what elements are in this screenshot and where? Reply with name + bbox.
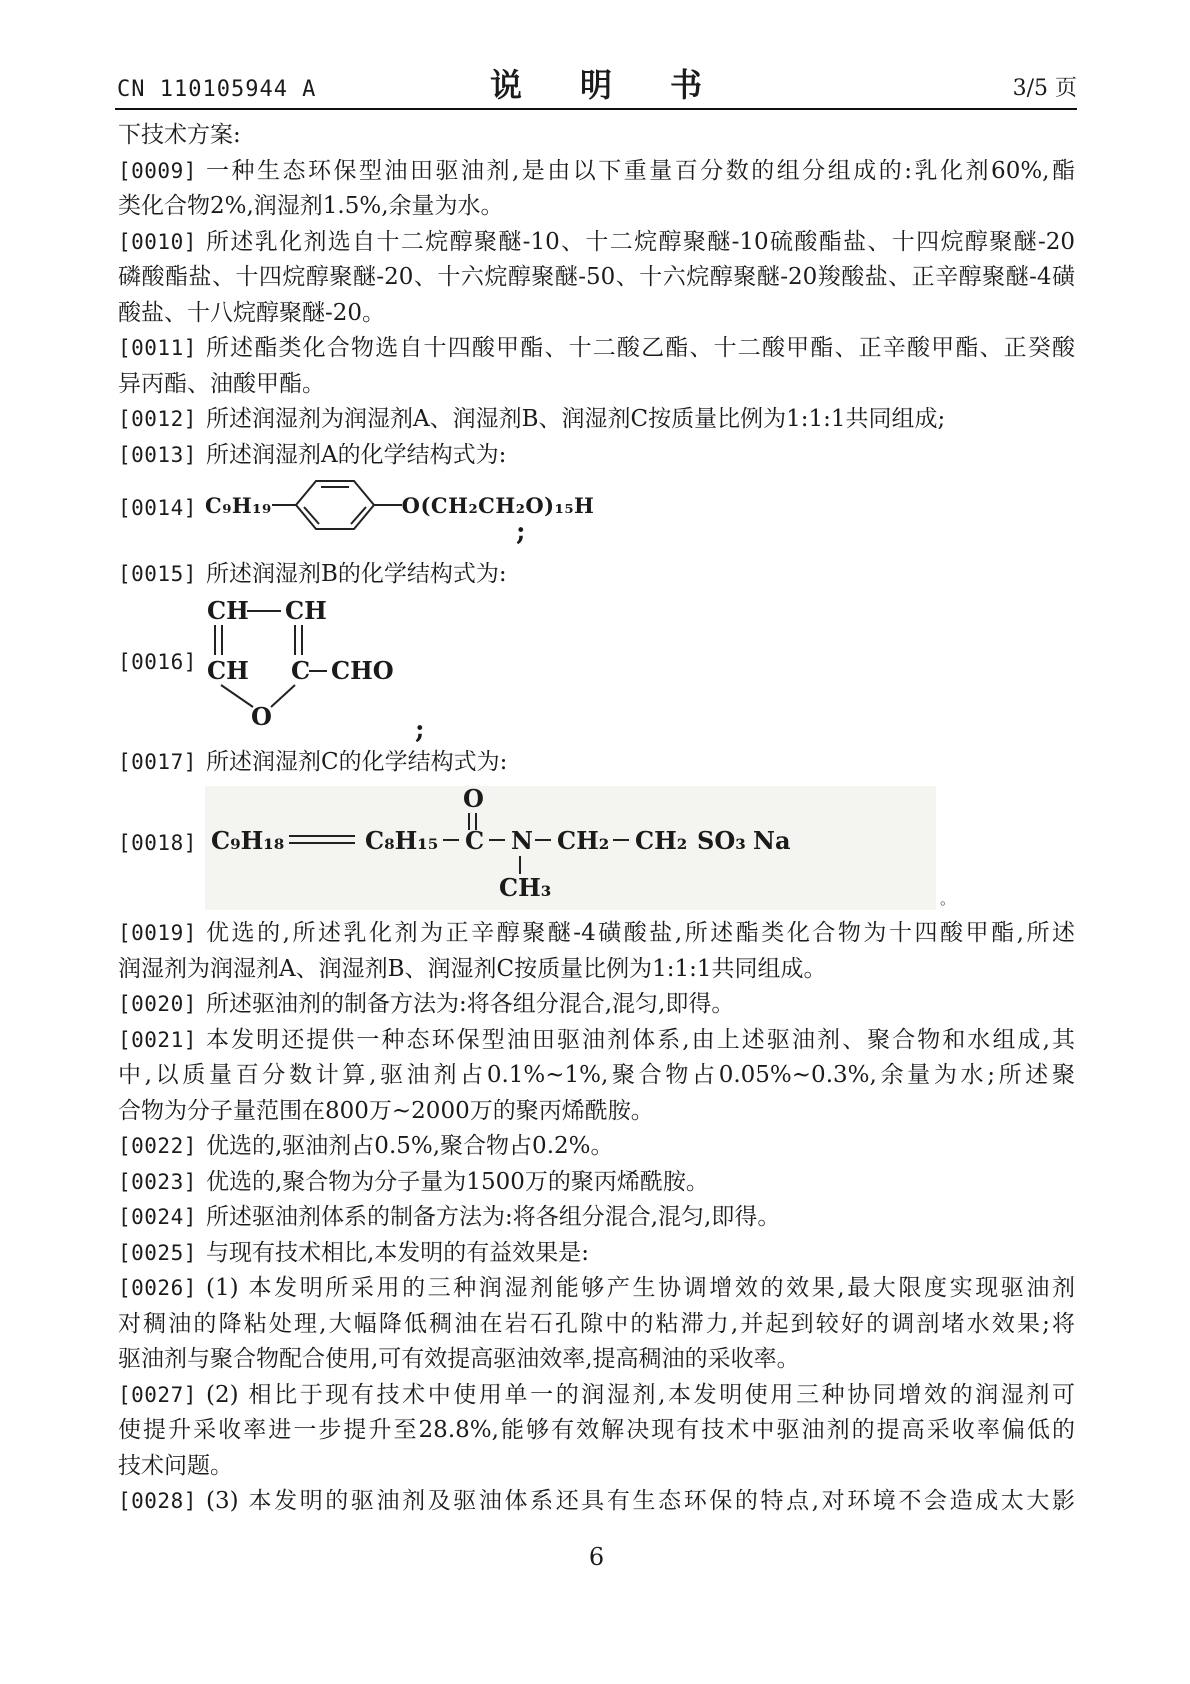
page-footer [118,1542,1075,1572]
paragraph-0021-line-1: [0021] 本发明还提供一种态环保型油田驱油剂体系,由上述驱油剂、聚合物和水组成,其 [118,1023,1075,1059]
paragraph-0009-line-1: [0009] 一种生态环保型油田驱油剂,是由以下重量百分数的组分组成的:乳化剂60%,酯 [118,154,1075,190]
paragraph-0027-line-2: 使提升采收率进一步提升至28.8%,能够有效解决现有技术中驱油剂的提高采收率偏低的 [118,1417,1075,1443]
atom-ch: CH [207,655,249,685]
paragraph-0023: [0023] 优选的,聚合物为分子量为1500万的聚丙烯酰胺。 [118,1165,1075,1201]
formula-c-terminator: 。 [940,890,956,908]
paragraph-0019-line-2: 润湿剂为润湿剂A、润湿剂B、润湿剂C按质量比例为1:1:1共同组成。 [118,955,827,982]
formula-a-terminator: ; [516,517,526,547]
atom-ch: CH [285,595,327,625]
sodium-atom: Na [753,826,791,855]
paragraph-0025: [0025] 与现有技术相比,本发明的有益效果是: [118,1236,1075,1272]
paragraph-0011-line-1: [0011] 所述酯类化合物选自十四酸甲酯、十二酸乙酯、十二酸甲酯、正辛酸甲酯、正癸酸 [118,331,1075,367]
atom-c: C [291,655,311,685]
paragraph-number: [0013] [118,442,197,467]
page-number: 6 [588,1542,605,1571]
atom-n: N [511,826,533,855]
paragraph-0019-line-1: [0019] 优选的,所述乳化剂为正辛醇聚醚-4磺酸盐,所述酯类化合物为十四酸甲酯,所述 [118,916,1075,952]
intro-line: 下技术方案: [118,122,241,148]
paragraph-0021-line-3: 合物为分子量范围在800万~2000万的聚丙烯酰胺。 [118,1097,654,1124]
polyoxyethylene-group-label: O(CH₂CH₂O)₁₅H [401,492,595,518]
paragraph-0013: [0013] 所述润湿剂A的化学结构式为: [118,438,1075,474]
paragraph-number: [0015] [118,562,197,586]
paragraph-number: [0025] [118,1240,197,1265]
paragraph-0027-line-1: [0027] (2) 相比于现有技术中使用单一的润湿剂,本发明使用三种协同增效的润湿剂可 [118,1378,1075,1414]
document-title: 说明书 [489,66,760,104]
atom-ch: CH [207,595,249,625]
methylene-group: CH₂ [635,826,688,855]
paragraph-0027-line-3: 技术问题。 [118,1452,233,1479]
paragraph-0015: [0015] 所述润湿剂B的化学结构式为: [118,557,1075,593]
aldehyde-group: CHO [331,655,394,685]
paragraph-0011-line-2: 异丙酯、油酸甲酯。 [118,370,325,397]
specification-body [118,118,1075,1572]
atom-o: O [251,701,272,731]
paragraph-number: [0016] [118,649,197,674]
atom-o: O [463,784,484,813]
paragraph-number: [0010] [118,229,197,254]
paragraph-0020: [0020] 所述驱油剂的制备方法为:将各组分混合,混匀,即得。 [118,987,1075,1023]
paragraph-0024: [0024] 所述驱油剂体系的制备方法为:将各组分混合,混匀,即得。 [118,1200,1075,1236]
paragraph-0010-line-1: [0010] 所述乳化剂选自十二烷醇聚醚-10、十二烷醇聚醚-10硫酸酯盐、十四烷醇聚醚-20 [118,225,1075,261]
paragraph-number: [0020] [118,992,197,1016]
paragraph-0028-line-1: [0028] (3) 本发明的驱油剂及驱油体系还具有生态环保的特点,对环境不会造成太大影 [118,1484,1075,1520]
paragraph-0017: [0017] 所述润湿剂C的化学结构式为: [118,745,1075,781]
paragraph-0010-line-2: 磷酸酯盐、十四烷醇聚醚-20、十六烷醇聚醚-50、十六烷醇聚醚-20羧酸盐、正辛醇聚醚-4磺 [118,264,1075,290]
paragraph-0026-line-3: 驱油剂与聚合物配合使用,可有效提高驱油效率,提高稠油的采收率。 [118,1346,800,1372]
alkenyl-group: C₉H₁₈ [211,826,285,855]
paragraph-number: [0019] [118,921,197,945]
alkyl-group-label: C₉H₁₉ [205,492,272,518]
sulfonate-group: SO₃ [697,826,746,855]
paragraph-number: [0018] [118,831,197,855]
paragraph-0012: [0012] 所述润湿剂为润湿剂A、润湿剂B、润湿剂C按质量比例为1:1:1共同组成; [118,402,1075,438]
sheet-page-indicator: 3/5 页 [1012,76,1077,101]
paragraph-number: [0011] [118,336,197,360]
paragraph-0010-line-3: 酸盐、十八烷醇聚醚-20。 [118,299,386,326]
paragraph-0021-line-2: 中,以质量百分数计算,驱油剂占0.1%~1%,聚合物占0.05%~0.3%,余量为水;所述聚 [118,1062,1075,1088]
paragraph-number: [0027] [118,1382,197,1407]
benzene-ring [272,473,402,537]
chemical-structure-wetting-agent-a [118,473,1075,557]
atom-c: C [465,826,485,855]
chemical-structure-wetting-agent-b [118,593,1075,745]
page-header [115,62,1077,110]
methyl-group: CH₃ [499,873,552,902]
formula-b-terminator: ; [415,714,425,745]
paragraph-number: [0017] [118,749,197,774]
paragraph-number: [0012] [118,407,197,431]
furan-ring-diagram [205,595,505,743]
paragraph-number: [0022] [118,1134,197,1158]
paragraph-0009-line-2: 类化合物2%,润湿剂1.5%,余量为水。 [118,193,504,219]
paragraph-number: [0026] [118,1276,197,1300]
paragraph-number: [0028] [118,1489,197,1513]
paragraph-number: [0009] [118,158,197,183]
paragraph-number: [0024] [118,1205,197,1229]
chemical-structure-wetting-agent-c [118,780,1075,916]
paragraph-number: [0021] [118,1027,197,1052]
paragraph-0026-line-2: 对稠油的降粘处理,大幅降低稠油在岩石孔隙中的粘滞力,并起到较好的调剖堵水效果;将 [118,1310,1075,1337]
formula-a-chain [205,473,594,537]
paragraph-0022: [0022] 优选的,驱油剂占0.5%,聚合物占0.2%。 [118,1129,1075,1165]
document-number: CN 110105944 A [117,77,317,102]
paragraph-number: [0014] [118,496,197,520]
alkyl-group: C₈H₁₅ [365,826,439,855]
amide-chain-diagram [205,780,975,916]
paragraph-number: [0023] [118,1169,197,1194]
paragraph-0026-line-1: [0026] (1) 本发明所采用的三种润湿剂能够产生协调增效的效果,最大限度实现驱油剂 [118,1271,1075,1307]
methylene-group: CH₂ [557,826,610,855]
